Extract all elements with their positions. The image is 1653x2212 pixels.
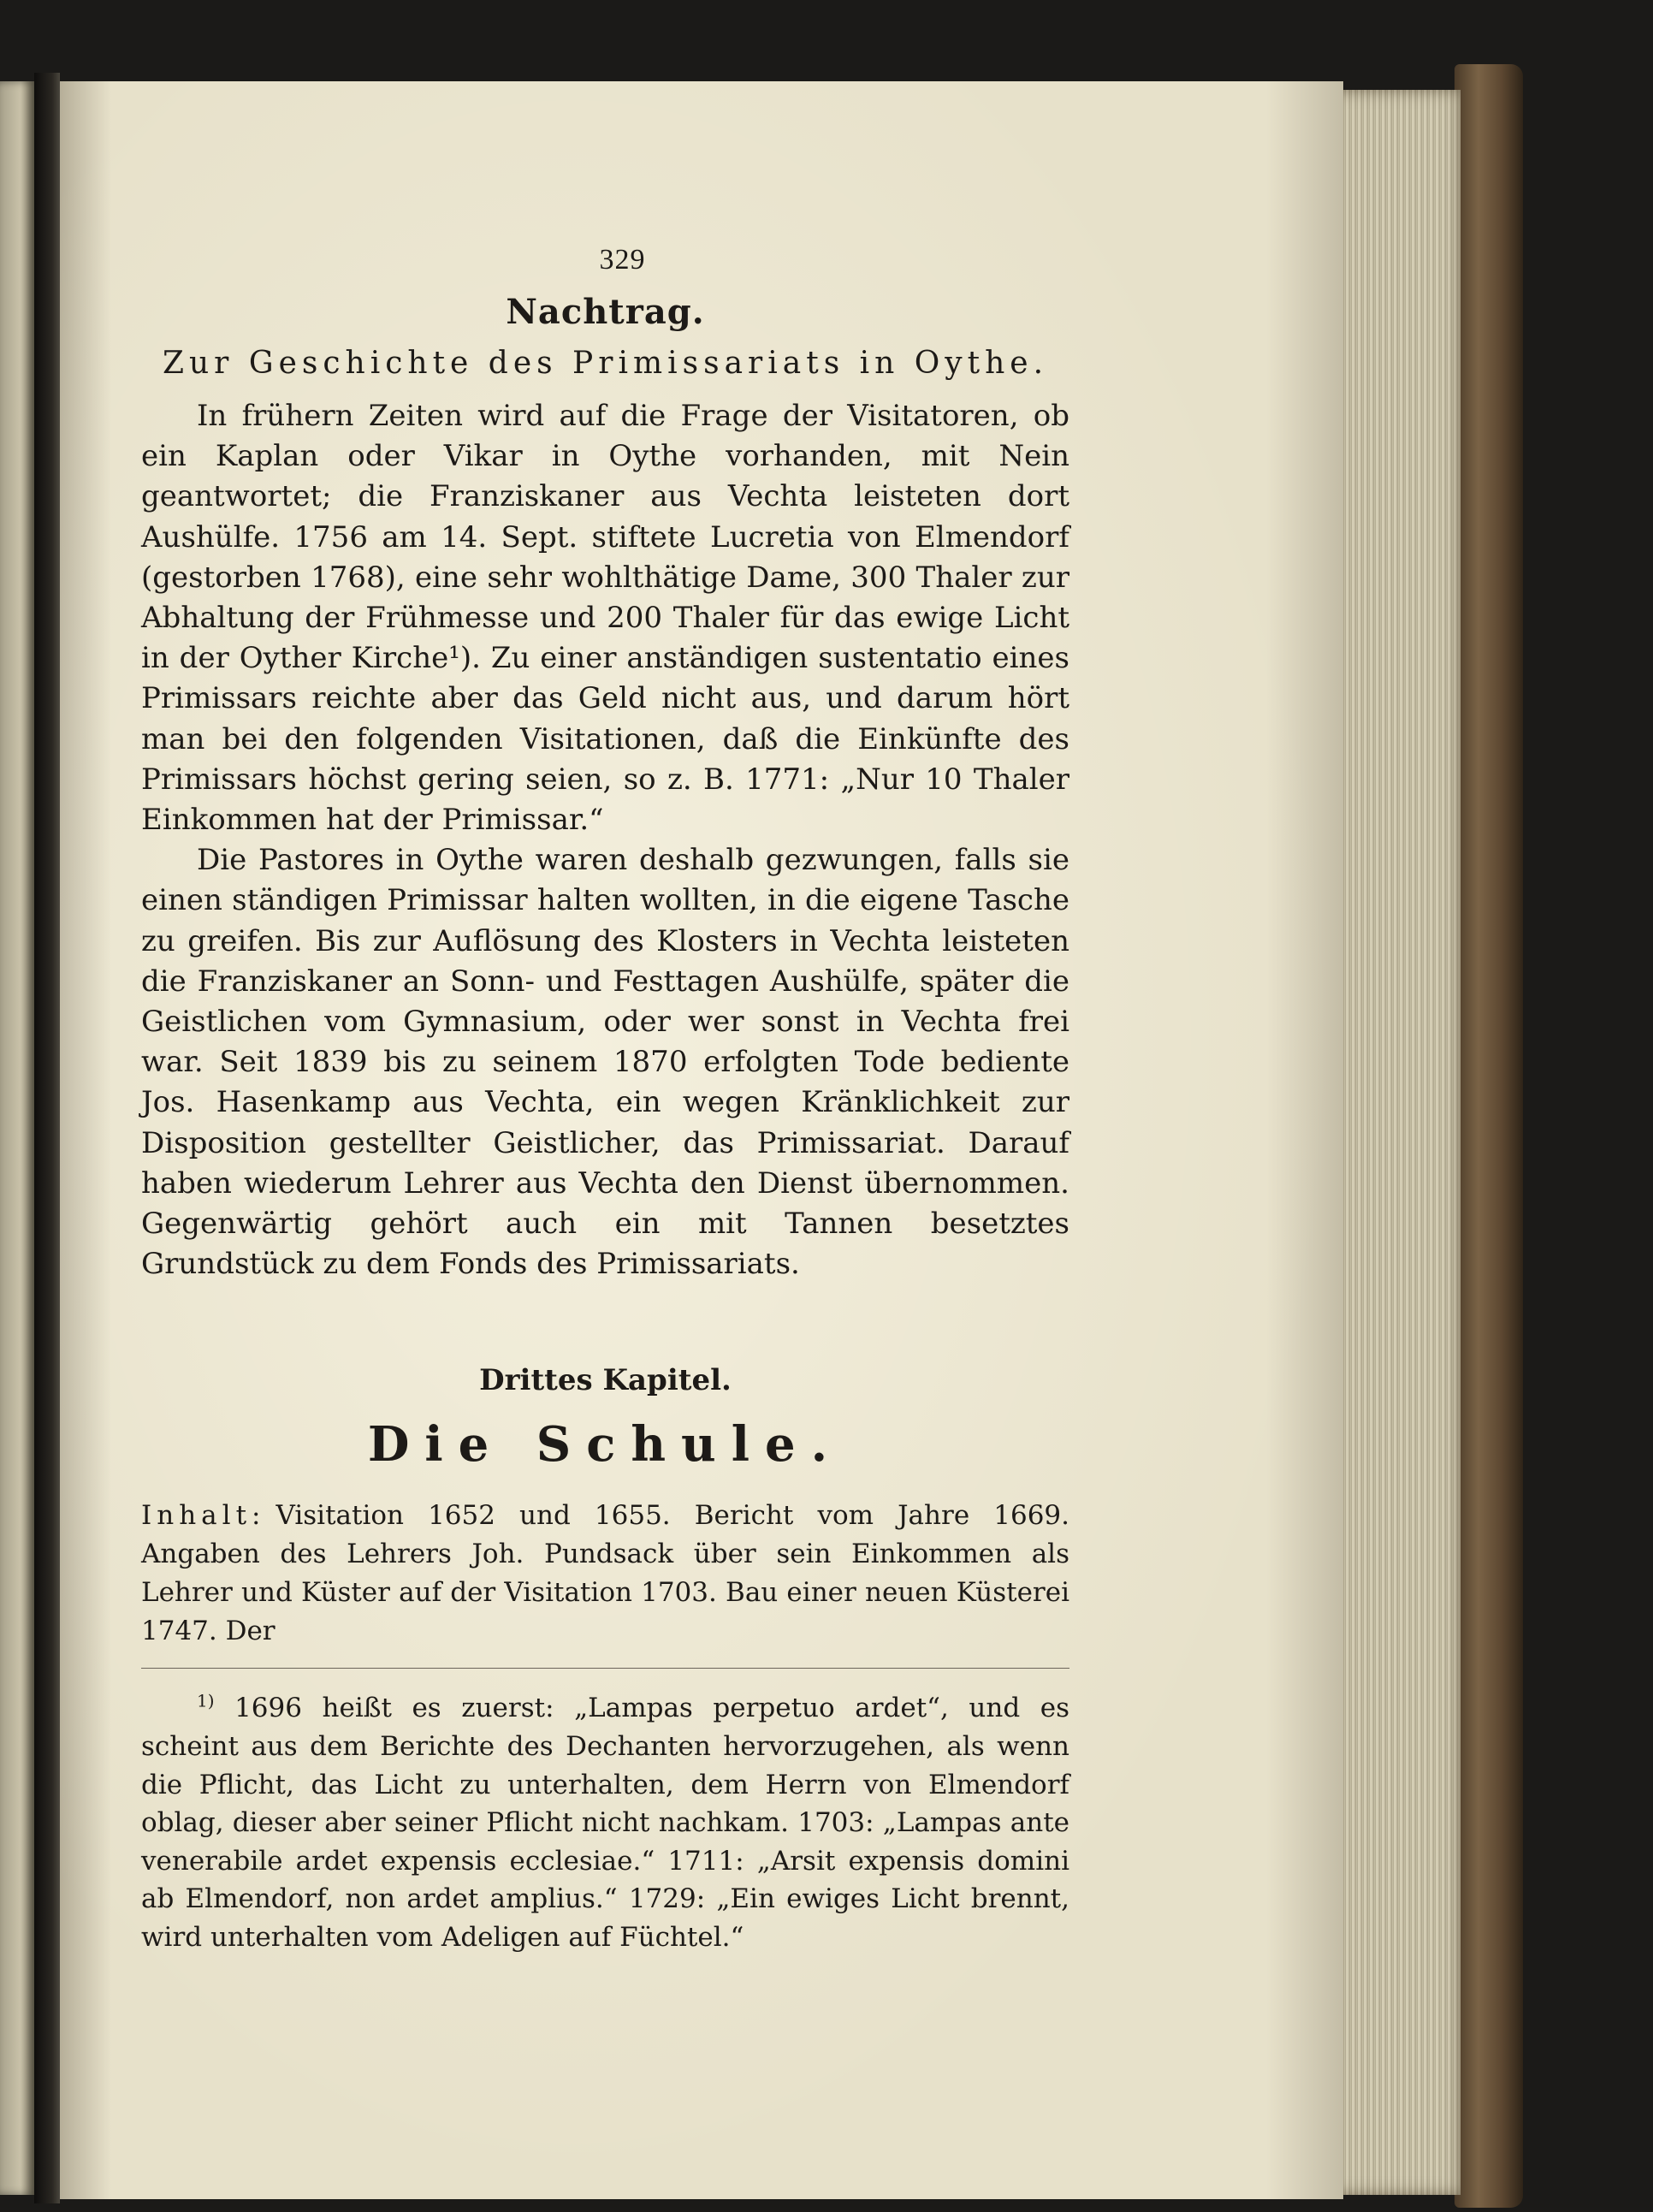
footnote-divider	[141, 1668, 1069, 1669]
chapter-label: Drittes Kapitel.	[479, 1363, 732, 1398]
page-text	[141, 244, 1069, 1957]
book-cover	[1455, 64, 1523, 2208]
body-paragraph: In frühern Zeiten wird auf die Frage der Visitatoren, ob ein Kaplan oder Vikar in Oythe vorhanden, mit Nein geantwortet; die Franziskaner aus Vechta leisteten dort Aushülfe. 1756 am 14. Sept. stiftete Lucretia von Elmendorf (gestorben 1768), eine sehr wohlthätige Dame, 300 Thaler zur Abhaltung der Frühmesse und 200 Thaler für das ewige Licht in der Oyther Kirche¹). Zu einer anständigen sustentatio eines Primissars reichte aber das Geld nicht aus, und darum hört man bei den folgenden Visitationen, daß die Einkünfte des Primissars höchst gering seien, so z. B. 1771: „Nur 10 Thaler Einkommen hat der Primissar.“	[141, 399, 1069, 838]
footnote	[141, 1689, 1069, 1956]
facing-page-edge	[0, 81, 34, 2195]
page-number: 329	[599, 244, 646, 276]
chapter-contents	[141, 1497, 1069, 1651]
body-paragraph: Die Pastores in Oythe waren deshalb gezwungen, falls sie einen ständigen Primissar halten wollten, in die eigene Tasche zu greifen. Bis zur Auflösung des Klosters in Vechta leisteten die Franziskaner an Sonn- und Festtagen Aushülfe, später die Geistlichen vom Gymnasium, oder wer sonst in Vechta frei war. Seit 1839 bis zu seinem 1870 erfolgten Tode bediente Jos. Hasenkamp aus Vechta, ein wegen Kränklichkeit zur Disposition gestellter Geistlicher, das Primissariat. Darauf haben wiederum Lehrer aus Vechta den Dienst übernommen. Gegenwärtig gehört auch ein mit Tannen besetztes Grundstück zu dem Fonds des Primissariats.	[141, 843, 1069, 1282]
section-title: Nachtrag.	[506, 292, 705, 332]
contents-text: Visitation 1652 und 1655. Bericht vom Jahre 1669. Angaben des Lehrers Joh. Pundsack über sein Einkommen als Lehrer und Küster auf der Visitation 1703. Bau einer neuen Küsterei 1747. Der	[141, 1500, 1069, 1647]
page-block-edges	[1328, 90, 1460, 2195]
footnote-text: 1696 heißt es zuerst: „Lampas perpetuo ardet“, und es scheint aus dem Berichte des Dechanten hervorzugehen, als wenn die Pflicht, das Licht zu unterhalten, dem Herrn von Elmendorf oblag, dieser aber seiner Pflicht nicht nachkam. 1703: „Lampas ante venerabile ardet expensis ecclesiae.“ 1711: „Arsit expensis domini ab Elmendorf, non ardet amplius.“ 1729: „Ein ewiges Licht brennt, wird unterhalten vom Adeligen auf Füchtel.“	[141, 1693, 1069, 1954]
book-gutter	[34, 73, 60, 2203]
section-subtitle: Zur Geschichte des Primissariats in Oythe.	[162, 346, 1049, 381]
chapter-title: Die Schule.	[367, 1416, 844, 1474]
contents-label: Inhalt:	[141, 1500, 266, 1532]
footnote-marker: 1)	[197, 1691, 215, 1712]
